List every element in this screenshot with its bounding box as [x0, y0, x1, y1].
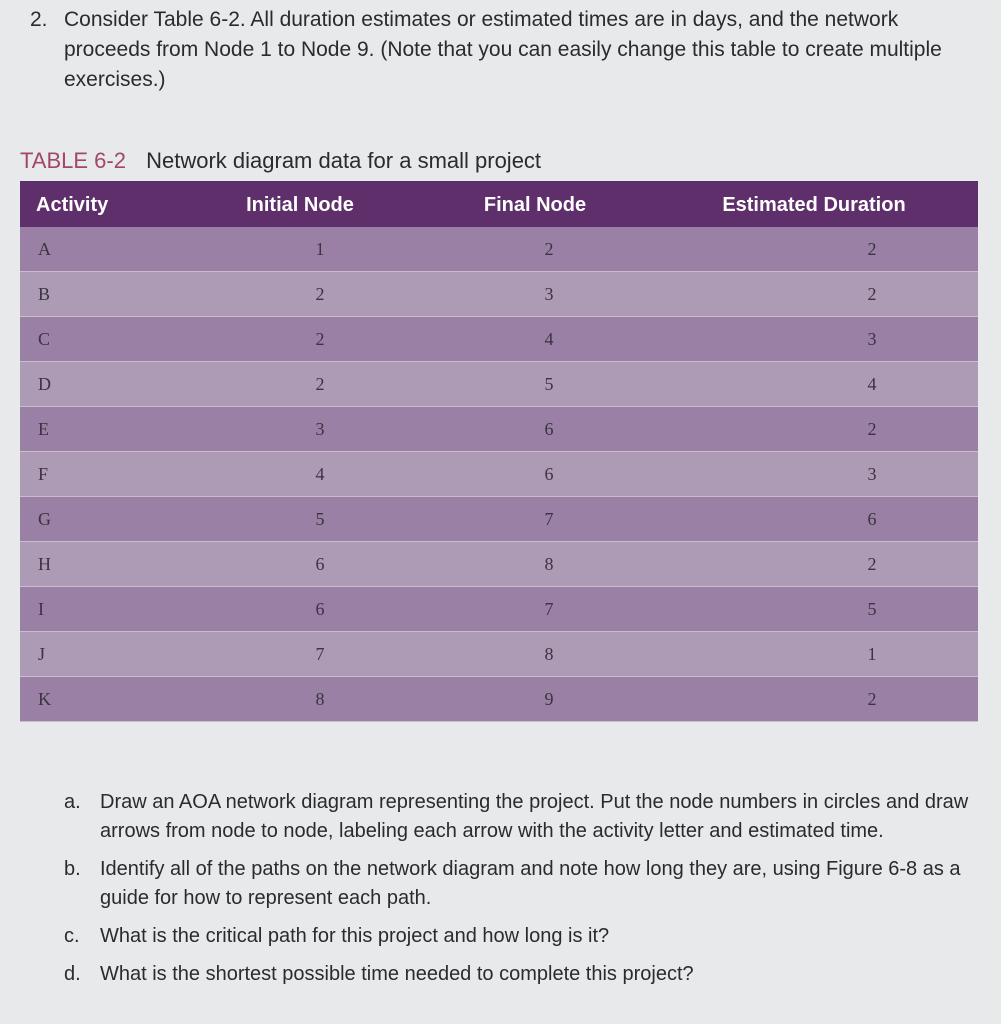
final-node-cell: 7	[420, 497, 650, 542]
initial-node-cell: 3	[180, 407, 420, 452]
activity-cell: E	[20, 407, 180, 452]
activity-cell: C	[20, 317, 180, 362]
subquestion-letter: b.	[64, 858, 81, 880]
initial-node-cell: 1	[180, 227, 420, 272]
question-text: Consider Table 6-2. All duration estimates or estimated times are in days, and the network proceeds from Node 1 to Node 9. (Note that you can easily change this table to create multiple exercises.)	[64, 8, 942, 91]
activity-cell: H	[20, 542, 180, 587]
final-node-cell: 5	[420, 362, 650, 407]
final-node-cell: 8	[420, 632, 650, 677]
table-row	[20, 632, 978, 677]
subquestion-text: What is the critical path for this project and how long is it?	[100, 925, 610, 947]
activity-cell: G	[20, 497, 180, 542]
column-header-estimated-duration: Estimated Duration	[650, 183, 978, 227]
initial-node-cell: 2	[180, 272, 420, 317]
subquestion-a	[64, 788, 984, 846]
duration-cell: 3	[650, 452, 978, 497]
activity-cell: I	[20, 587, 180, 632]
subquestion-text: Draw an AOA network diagram representing the project. Put the node numbers in circles and draw arrows from node to node, labeling each arrow with the activity letter and estimated time.	[100, 791, 969, 842]
question-2	[30, 5, 970, 95]
initial-node-cell: 7	[180, 632, 420, 677]
subquestion-c	[64, 922, 984, 951]
duration-cell: 1	[650, 632, 978, 677]
initial-node-cell: 2	[180, 362, 420, 407]
duration-cell: 2	[650, 227, 978, 272]
final-node-cell: 2	[420, 227, 650, 272]
initial-node-cell: 8	[180, 677, 420, 722]
table-row	[20, 452, 978, 497]
initial-node-cell: 4	[180, 452, 420, 497]
column-header-final-node: Final Node	[420, 183, 650, 227]
duration-cell: 2	[650, 407, 978, 452]
duration-cell: 2	[650, 542, 978, 587]
table-header-row	[20, 183, 978, 227]
subquestion-letter: d.	[64, 963, 81, 985]
subquestion-d	[64, 960, 984, 989]
subquestion-letter: a.	[64, 791, 81, 813]
table-label: TABLE 6-2	[20, 148, 126, 173]
final-node-cell: 9	[420, 677, 650, 722]
activity-cell: J	[20, 632, 180, 677]
table-row	[20, 362, 978, 407]
table-title: Network diagram data for a small project	[146, 148, 542, 173]
final-node-cell: 3	[420, 272, 650, 317]
activity-cell: D	[20, 362, 180, 407]
subquestion-text: What is the shortest possible time needed to complete this project?	[100, 963, 694, 985]
duration-cell: 4	[650, 362, 978, 407]
initial-node-cell: 6	[180, 587, 420, 632]
table-row	[20, 317, 978, 362]
table-row	[20, 677, 978, 722]
duration-cell: 3	[650, 317, 978, 362]
initial-node-cell: 6	[180, 542, 420, 587]
subquestion-list	[64, 788, 984, 998]
question-number: 2.	[30, 8, 48, 31]
table-caption	[20, 146, 541, 176]
final-node-cell: 8	[420, 542, 650, 587]
initial-node-cell: 5	[180, 497, 420, 542]
duration-cell: 2	[650, 677, 978, 722]
network-data-table	[20, 183, 978, 722]
final-node-cell: 6	[420, 452, 650, 497]
duration-cell: 5	[650, 587, 978, 632]
column-header-initial-node: Initial Node	[180, 183, 420, 227]
table-row	[20, 272, 978, 317]
activity-cell: A	[20, 227, 180, 272]
table-row	[20, 497, 978, 542]
subquestion-text: Identify all of the paths on the network diagram and note how long they are, using Figure 6-8 as a guide for how to represent each path.	[100, 858, 961, 909]
table-row	[20, 542, 978, 587]
final-node-cell: 4	[420, 317, 650, 362]
table-row	[20, 587, 978, 632]
initial-node-cell: 2	[180, 317, 420, 362]
activity-cell: K	[20, 677, 180, 722]
subquestion-letter: c.	[64, 925, 80, 947]
final-node-cell: 6	[420, 407, 650, 452]
table-row	[20, 407, 978, 452]
subquestion-b	[64, 855, 984, 913]
column-header-activity: Activity	[20, 183, 180, 227]
table-row	[20, 227, 978, 272]
activity-cell: B	[20, 272, 180, 317]
final-node-cell: 7	[420, 587, 650, 632]
duration-cell: 6	[650, 497, 978, 542]
duration-cell: 2	[650, 272, 978, 317]
activity-cell: F	[20, 452, 180, 497]
